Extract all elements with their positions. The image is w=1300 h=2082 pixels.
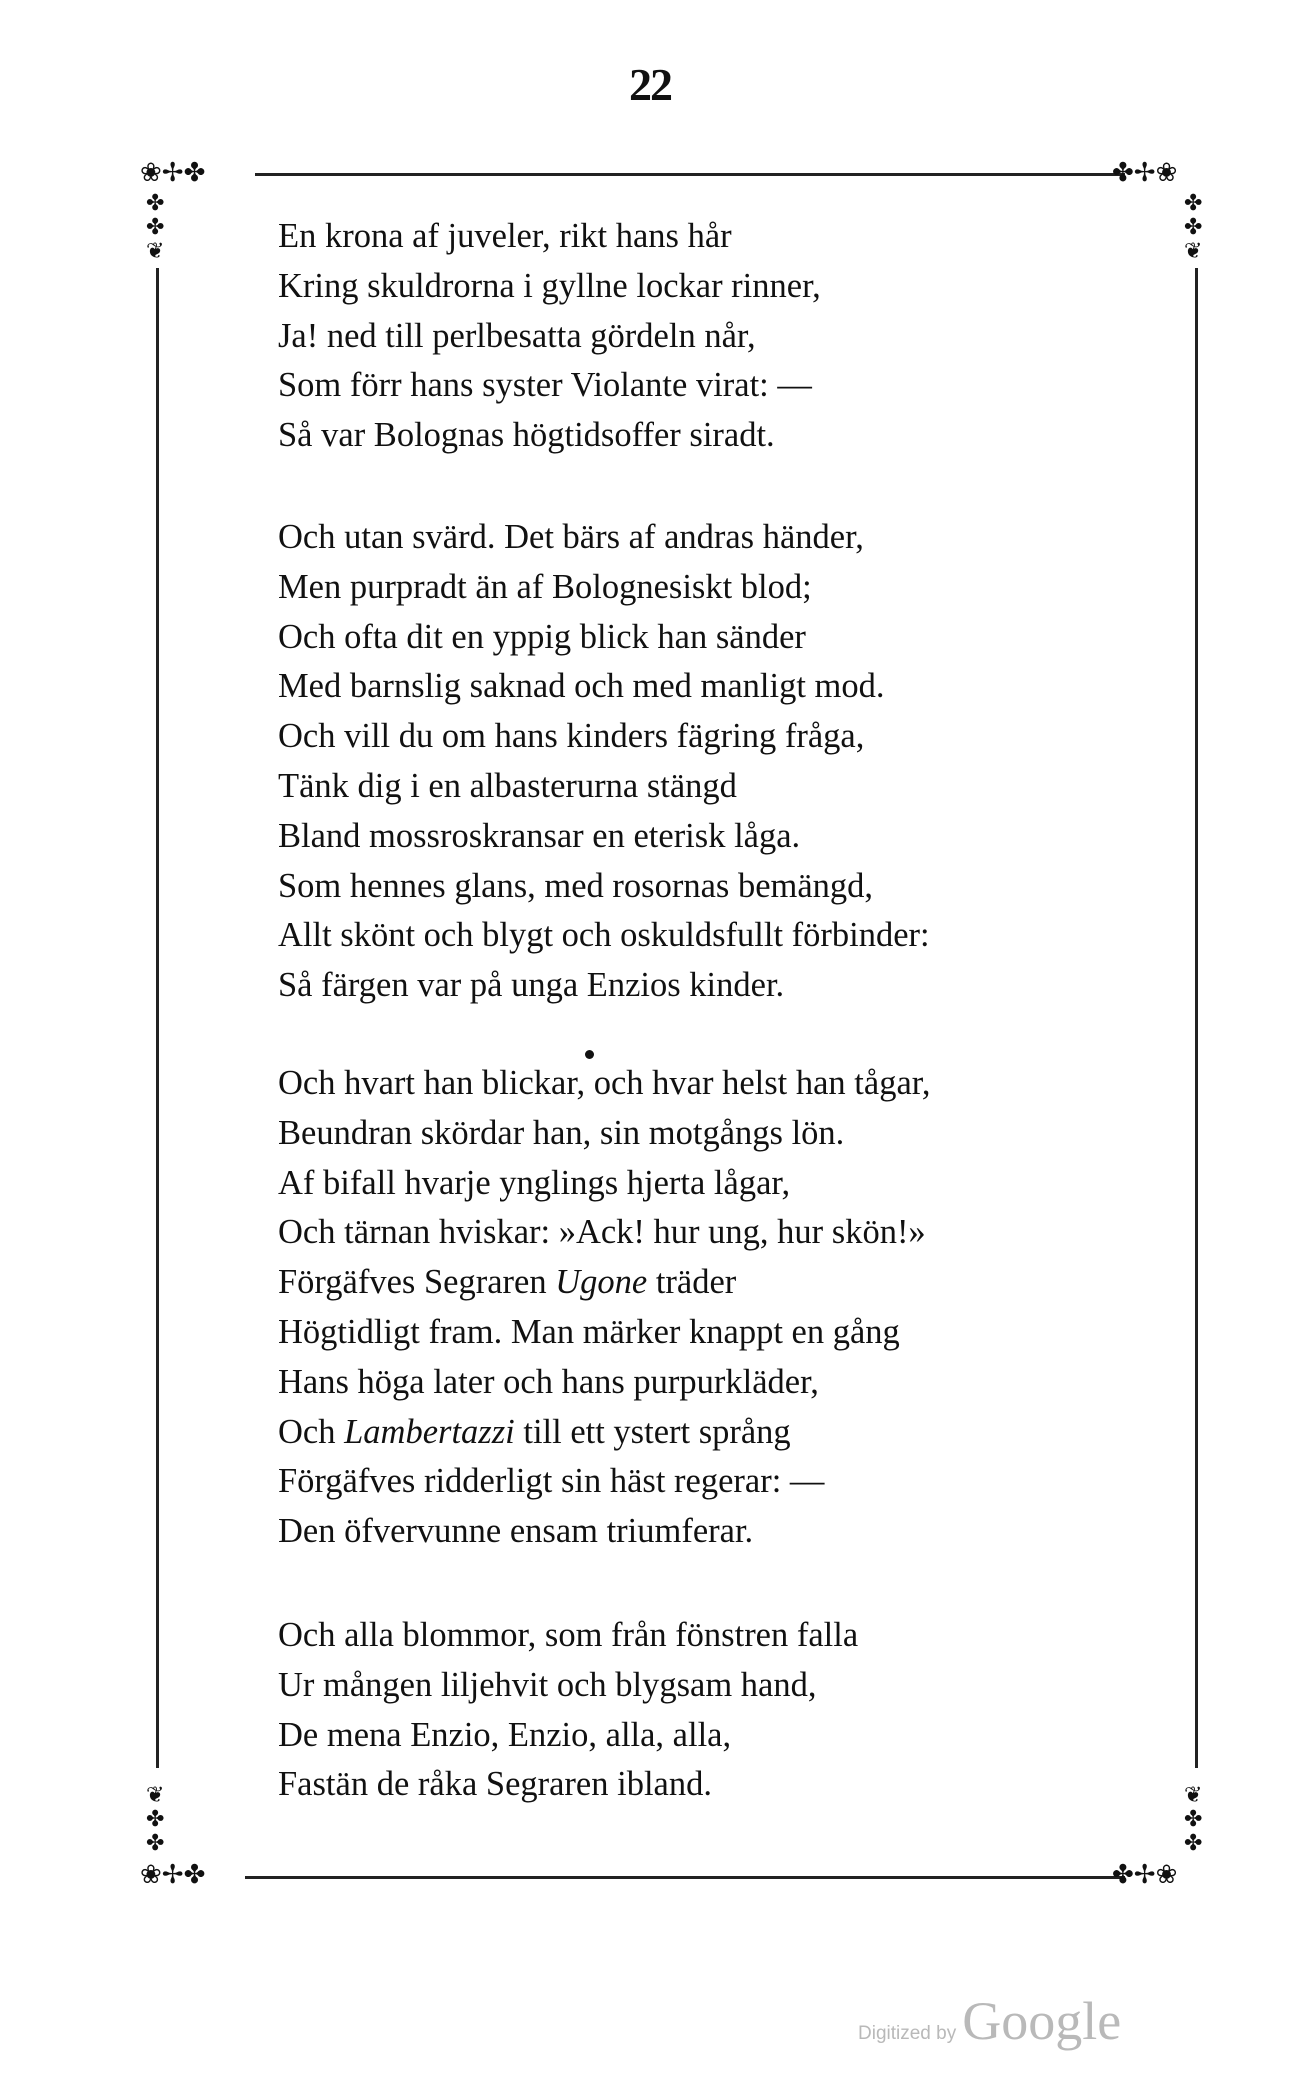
poem-line: Och tärnan hviskar: »Ack! hur ung, hur skön!» [278,1213,926,1252]
poem-line: De mena Enzio, Enzio, alla, alla, [278,1715,732,1754]
poem-line: Allt skönt och blygt och oskuldsfullt förbinder: [278,916,930,955]
poem-line: En krona af juveler, rikt hans hår [278,217,732,255]
poem-line: Af bifall hvarje ynglings hjerta lågar, [278,1163,791,1202]
poem-line: Hans höga later och hans purpurkläder, [278,1362,819,1401]
corner-ornament-top-right-icon: ✤✢❀ [1112,158,1178,188]
side-ornament-top-left-icon: ✤ ✤ ❦ [146,191,165,264]
character-name-ugone: Ugone [555,1263,648,1302]
poem-line [278,1258,1138,1308]
side-ornament-top-right-icon: ✤ ✤ ❦ [1184,191,1203,264]
poem-line-text: träder [655,1263,737,1302]
poem-line: Och utan svärd. Det bärs af andras händer, [278,517,864,556]
poem-line: Och ofta dit en yppig blick han sänder [278,617,806,656]
corner-ornament-bottom-left-icon: ❀✢✤ [140,1860,206,1890]
poem-line: Bland mossroskransar en eterisk låga. [278,816,801,855]
frame-left-rule [156,268,159,1768]
frame-right-rule [1195,268,1198,1768]
side-ornament-bottom-left-icon: ❦ ✤ ✤ [146,1783,165,1856]
digitized-by-google [858,1990,1121,2052]
poem-line: Högtidligt fram. Man märker knappt en gång [278,1312,900,1351]
poem-line: Beundran skördar han, sin motgångs lön. [278,1113,845,1152]
stanza [278,1611,1138,1810]
page-number: 22 [629,59,671,110]
poem-line: Och hvart han blickar, och hvar helst han tågar, [278,1063,931,1102]
stanza [278,513,1138,1011]
poem-line-text: Och [278,1412,336,1451]
poem-line: Ur mången liljehvit och blygsam hand, [278,1665,817,1704]
digitized-label: Digitized by [858,2023,957,2044]
poem-line [278,1408,1138,1458]
frame-bottom-rule [245,1876,1125,1879]
poem-line: Och alla blommor, som från fönstren falla [278,1615,859,1654]
character-name-lambertazzi: Lambertazzi [344,1412,515,1451]
poem-line: Så var Bolognas högtidsoffer siradt. [278,416,775,455]
poem-line: Ja! ned till perlbesatta gördeln når, [278,316,756,355]
poem-line: Med barnslig saknad och med manligt mod. [278,667,885,706]
poem-line: Kring skuldrorna i gyllne lockar rinner, [278,266,821,305]
poem-line: Tänk dig i en albasterurna stängd [278,766,737,805]
corner-ornament-bottom-right-icon: ✤✢❀ [1112,1860,1178,1890]
stanza [278,1059,1138,1557]
poem-line: Och vill du om hans kinders fägring fråga, [278,717,865,756]
corner-ornament-top-left-icon: ❀✢✤ [140,158,206,188]
poem-line-text: Förgäfves Segraren [278,1263,547,1302]
google-logo: Google [962,1991,1122,2051]
poem-line: Som hennes glans, med rosornas bemängd, [278,866,874,905]
poem-line: Fastän de råka Segraren ibland. [278,1765,712,1804]
poem-body [278,212,1138,1862]
poem-line: Förgäfves ridderligt sin häst regerar: — [278,1462,825,1501]
poem-line: Som förr hans syster Violante virat: — [278,366,812,405]
poem-line: Den öfvervunne ensam triumferar. [278,1512,754,1551]
side-ornament-bottom-right-icon: ❦ ✤ ✤ [1184,1783,1203,1856]
poem-line: Så färgen var på unga Enzios kinder. [278,966,785,1005]
frame-top-rule [255,173,1125,176]
print-dot-mark [585,1050,594,1059]
poem-line: Men purpradt än af Bolognesiskt blod; [278,567,812,606]
stanza [278,212,1138,461]
poem-line-text: till ett ystert språng [523,1412,791,1451]
